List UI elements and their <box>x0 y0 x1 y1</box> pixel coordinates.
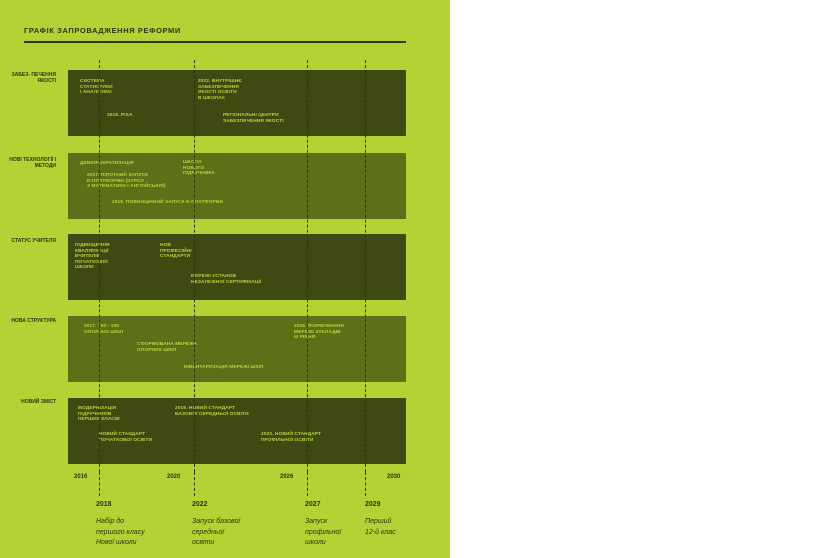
title-divider <box>24 41 406 43</box>
item-professional-standards: НОВ ПРОФЕСІЙНІ СТАНДАРТИ <box>160 243 192 260</box>
item-primary-standard: НОВИЙ СТАНДАРТ ПОЧАТКОВОЇ ОСВІТИ <box>99 432 153 443</box>
item-new-textbook-school: ШКОЛА НОВОГО ПІДРУЧНИКА <box>183 160 215 177</box>
item-regional-centers: РЕГІОНАЛЬНІ ЦЕНТРИ ЗАБЕЗПЕЧЕННЯ ЯКОСТІ <box>223 113 284 124</box>
item-hub-schools: 2017. 100 - 150 ОПОРНИХ ШКІЛ <box>84 324 124 335</box>
item-certification-network: МЕРЕЖІ УСТАНОВ НЕЗАЛЕЖНОЇ СЕРТИФІКАЦІЇ <box>191 274 262 285</box>
item-profile-standard: 2023. НОВИЙ СТАНДАРТ ПРОФІЛЬНОЇ ОСВІТИ <box>261 432 322 443</box>
axis-year-2020: 2020 <box>167 474 181 480</box>
milestone-line-2018 <box>99 60 100 472</box>
item-textbook-modernization: МОДЕРНІЗАЦІЯ ПІДРУЧНИКІВ ПЕРШИХ КЛАСІВ <box>78 406 120 423</box>
axis-year-2026: 2026 <box>280 474 294 480</box>
item-debureaucratization: ДЕБЮРОКРАТИЗАЦІЯ <box>80 161 134 166</box>
row-band-teacher-status <box>68 234 406 300</box>
milestone-text-2022: Запуск базової середньої освіти <box>192 518 240 546</box>
milestone-year-2029: 2029 <box>365 501 381 508</box>
milestone-year-2027: 2027 <box>305 501 321 508</box>
item-internal-quality: 2022. ВНУТРІШНЄ ЗАБЕЗПЕЧЕННЯ ЯКОСТІ ОСВІТИ В ШКОЛАХ <box>198 79 242 101</box>
row-label-quality: ЗАБЕЗ- ПЕЧЕННЯ ЯКОСТІ <box>11 72 56 85</box>
item-eplatform-launch: 2019. ПОВНОЦІННИЙ ЗАПУСК Е-ПЛАТФОРМИ <box>112 200 224 205</box>
milestone-text-2029: Перший 12-й клас <box>365 518 396 536</box>
milestone-line-2022-tail <box>194 472 195 496</box>
diagram-title: ГРАФІК ЗАПРОВАДЖЕННЯ РЕФОРМИ <box>24 26 181 35</box>
axis-year-2016: 2016 <box>74 474 88 480</box>
milestone-text-2018: Набір до першого класу Нової школи <box>96 518 145 546</box>
row-label-teacher-status: СТАТУС УЧИТЕЛЯ <box>11 238 56 244</box>
axis-year-2030: 2030 <box>387 474 401 480</box>
item-statistics: СИСТЕМА СТАТИСТИКИ І АНАЛІТИКИ <box>80 79 113 96</box>
milestone-line-2029-tail <box>365 472 366 496</box>
milestone-line-2029 <box>365 60 366 472</box>
milestone-year-2018: 2018 <box>96 501 112 508</box>
item-formed-hub-network: СФОРМОВАНА МЕРЕЖА ОПОРНИХ ШКІЛ <box>137 342 198 353</box>
milestone-line-2018-tail <box>99 472 100 496</box>
milestone-text-2027: Запуск профільної школи <box>305 518 341 546</box>
milestone-line-2027 <box>307 60 308 472</box>
item-pisa: 2018. PISA <box>107 113 133 118</box>
row-label-content: НОВИЙ ЗМІСТ <box>21 399 56 405</box>
item-school-inventory: ІНВЕНТАРИЗАЦІЯ МЕРЕЖІ ШКІЛ <box>184 365 264 370</box>
milestone-year-2022: 2022 <box>192 501 208 508</box>
row-label-structure: НОВА СТРУКТУРА <box>11 318 56 324</box>
row-label-technologies: НОВІ ТЕХНОЛОГІЇ І МЕТОДИ <box>9 157 56 170</box>
item-level3-network: 2026. ФОРМУВАННЯ МЕРЕЖІ ЗАКЛАДІВ ІІІ РІВНЯ <box>294 324 344 341</box>
item-eplatform-pilot: 2017. ПІЛОТНИЙ ЗАПУСК Е-ПЛАТФОРМИ (КУРСИ З МАТЕМАТИКИ І АНГЛІЙСЬКОЇ) <box>87 173 166 190</box>
item-basic-secondary-standard: 2019. НОВИЙ СТАНДАРТ БАЗОВОЇ СЕРЕДНЬОЇ ОСВІТИ <box>175 406 249 417</box>
milestone-line-2022 <box>194 60 195 472</box>
milestone-line-2027-tail <box>307 472 308 496</box>
item-teacher-training: ПІДВИЩЕННЯ КВАЛІФІКАЦІЇ ВЧИТЕЛІВ ПОЧАТКОВОЇ ШКОЛИ <box>75 243 110 271</box>
